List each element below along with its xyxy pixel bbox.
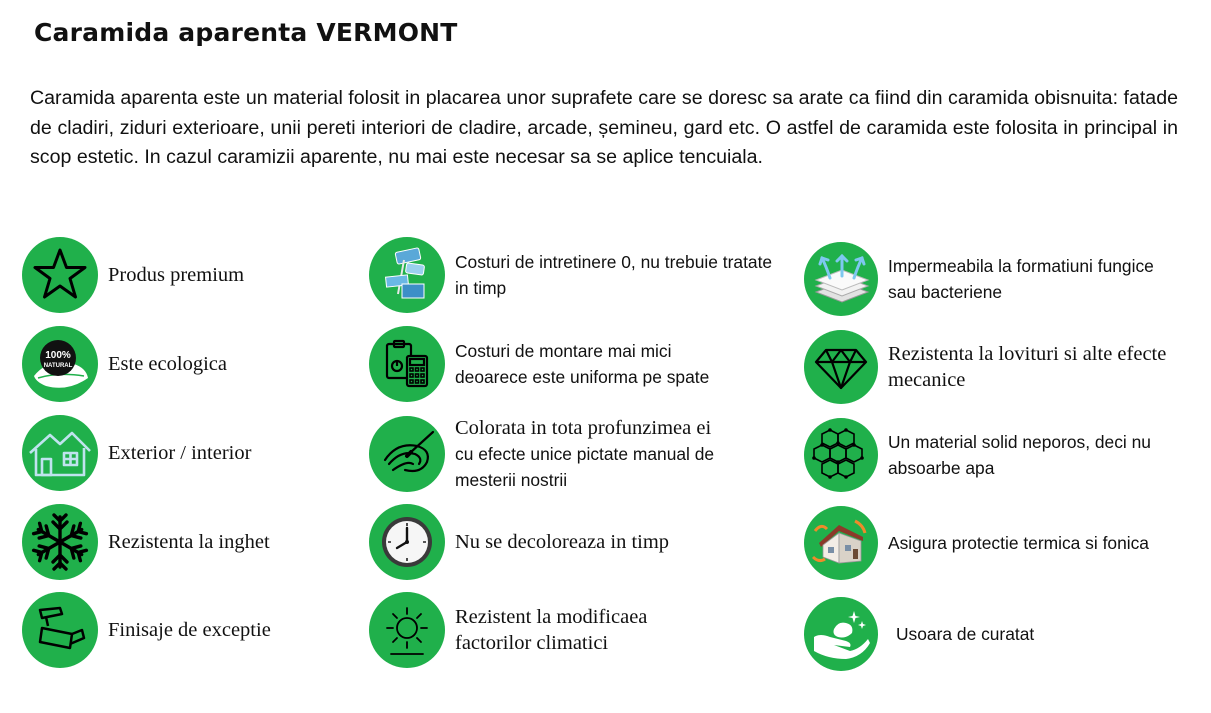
sun-icon (369, 592, 445, 668)
feature-label: Finisaje de exceptie (108, 619, 271, 641)
feature-label: Rezistenta la inghet (108, 531, 270, 553)
clock-icon (369, 504, 445, 580)
feature-item (369, 592, 715, 668)
feature-item (22, 504, 270, 580)
feature-item (369, 504, 669, 580)
feature-label-line: cu efecte unice pictate manual de (455, 444, 715, 464)
insulated-house-icon (804, 506, 878, 580)
calculator-clipboard-icon (369, 326, 445, 402)
star-icon (22, 237, 98, 313)
feature-item (804, 418, 1188, 492)
page-title: Caramida aparenta VERMONT (34, 18, 458, 47)
feature-label: Costuri de montare mai mici deoarece este uniforma pe spate (455, 341, 710, 387)
feature-label-multiline (455, 415, 714, 493)
layers-arrows-icon (804, 242, 878, 316)
feature-item (22, 326, 227, 402)
house-icon (22, 415, 98, 491)
feature-label: Exterior / interior (108, 442, 252, 464)
feature-label: Rezistent la modificaea factorilor climatici (455, 606, 648, 654)
feature-label: Un material solid neporos, deci nu absoarbe apa (888, 432, 1151, 478)
feature-label: Asigura protectie termica si fonica (888, 533, 1149, 553)
trowel-tube-icon (22, 592, 98, 668)
feature-item (369, 415, 714, 493)
badge-natural: NATURAL (43, 363, 73, 369)
feature-item (22, 592, 271, 668)
molecule-grid-icon (804, 418, 878, 492)
feature-label: Nu se decoloreaza in timp (455, 531, 670, 553)
intro-paragraph: Caramida aparenta este un material folosit in placarea unor suprafete care se doresc sa arate ca fiind din caramida obisnuita: fatade de cladiri, ziduri exterioare, unii pereti interiori de cladire, arcade, șemineu, gard etc. O astfel de caramida este folosita in principal in scop estetic. In cazul caramizii aparente, nu mai este necesar sa se aplice tencuiala. (30, 87, 1178, 168)
feature-item (804, 506, 1188, 580)
feature-item (369, 237, 775, 313)
feature-label: Usoara de curatat (896, 624, 1035, 644)
feature-item (22, 237, 244, 313)
feature-label: Este ecologica (108, 353, 227, 375)
feature-item (804, 597, 1034, 671)
feature-item (369, 326, 725, 402)
diamond-icon (804, 330, 878, 404)
badge-percent: 100% (45, 350, 71, 361)
natural-leaf-badge-icon (22, 326, 98, 402)
feature-label: Impermeabila la formatiuni fungice sau bacteriene (888, 256, 1154, 302)
feature-label: Produs premium (108, 264, 245, 286)
feature-item (804, 330, 1188, 404)
snowflake-icon (22, 504, 98, 580)
feature-item (804, 242, 1168, 316)
clean-hand-icon (804, 597, 878, 671)
paint-swirl-icon (369, 416, 445, 492)
maintenance-signs-icon (369, 237, 445, 313)
feature-label: Costuri de intretinere 0, nu trebuie tratate in timp (455, 252, 773, 298)
feature-item (22, 415, 251, 491)
feature-label-line: Colorata in tota profunzimea ei (455, 417, 712, 439)
feature-label: Rezistenta la lovituri si alte efecte mecanice (888, 343, 1167, 391)
feature-label-line: mesterii nostrii (455, 470, 568, 490)
